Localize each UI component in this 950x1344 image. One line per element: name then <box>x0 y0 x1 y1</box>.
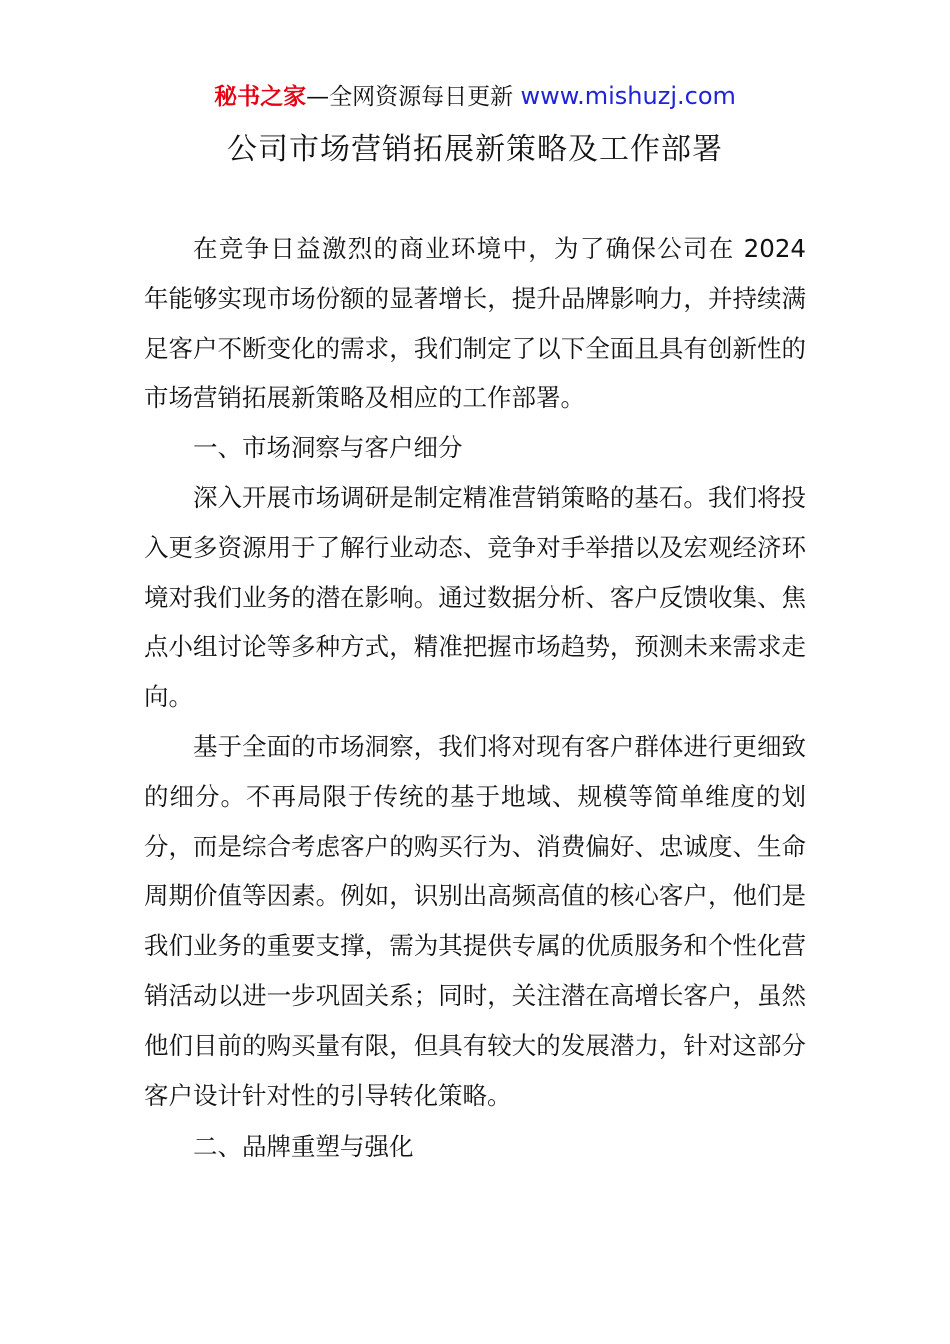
header-tagline: —全网资源每日更新 <box>306 84 514 110</box>
intro-paragraph: 在竞争日益激烈的商业环境中，为了确保公司在 2024 年能够实现市场份额的显著增长，提升品牌影响力，并持续满足客户不断变化的需求，我们制定了以下全面且具有创新性的市场营销拓展新策略及相应的工作部署。 <box>144 234 806 413</box>
brand-name: 秘书之家 <box>214 84 307 110</box>
section-heading-2: 二、品牌重塑与强化 <box>193 1132 414 1162</box>
site-url-link[interactable]: www.mishuzj.com <box>520 82 736 110</box>
document-body <box>144 224 806 1172</box>
body-paragraph: 基于全面的市场洞察，我们将对现有客户群体进行更细致的细分。不再局限于传统的基于地域、规模等简单维度的划分，而是综合考虑客户的购买行为、消费偏好、忠诚度、生命周期价值等因素。例如，识别出高频高值的核心客户，他们是我们业务的重要支撑，需为其提供专属的优质服务和个性化营销活动以进一步巩固关系；同时，关注潜在高增长客户，虽然他们目前的购买量有限，但具有较大的发展潜力，针对这部分客户设计针对性的引导转化策略。 <box>144 731 806 1110</box>
document-title: 公司市场营销拓展新策略及工作部署 <box>227 132 723 167</box>
section-heading-1: 一、市场洞察与客户细分 <box>193 433 463 463</box>
site-header <box>0 80 950 113</box>
body-paragraph: 深入开展市场调研是制定精准营销策略的基石。我们将投入更多资源用于了解行业动态、竞争对手举措以及宏观经济环境对我们业务的潜在影响。通过数据分析、客户反馈收集、焦点小组讨论等多种方式，精准把握市场趋势，预测未来需求走向。 <box>144 482 806 712</box>
